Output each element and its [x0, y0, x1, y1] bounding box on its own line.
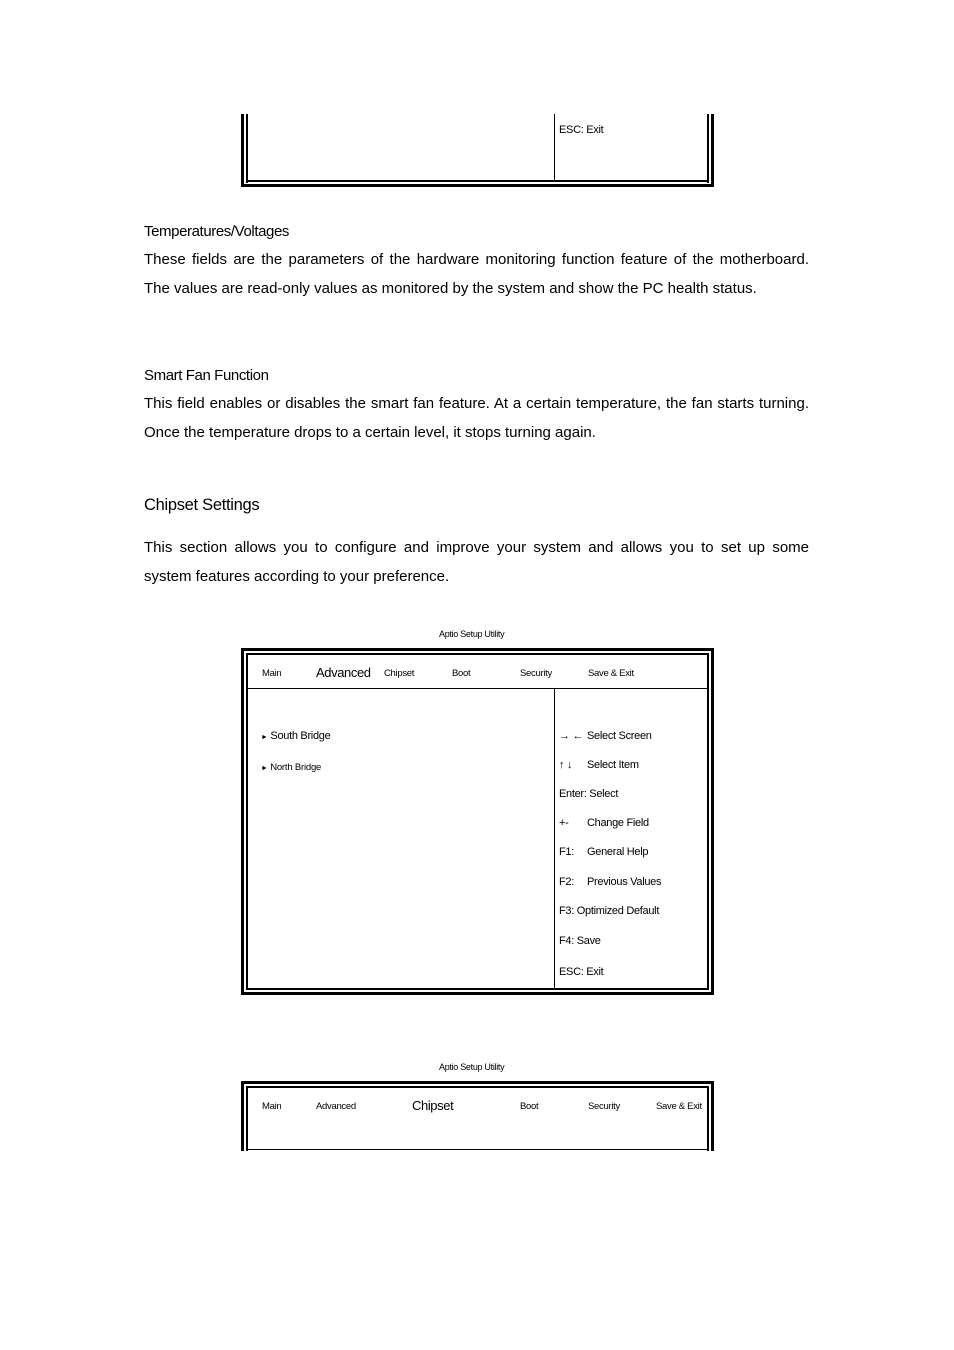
triangle-right-icon: ►: [261, 734, 268, 741]
arrow-left-right-icon: → ←: [559, 730, 584, 742]
arrow-up-down-icon: ↑ ↓: [559, 759, 573, 771]
help-general-help: F1: General Help: [559, 846, 649, 858]
menu-save-exit[interactable]: Save & Exit: [656, 1101, 702, 1112]
help-previous-values: F2: Previous Values: [559, 876, 662, 888]
menu-security[interactable]: Security: [520, 668, 552, 679]
menu-main[interactable]: Main: [262, 1101, 282, 1112]
menu-chipset[interactable]: Chipset: [412, 1098, 454, 1113]
section-text-smart-fan: This field enables or disables the smart fan feature. At a certain temperature, the fan starts turning. Once the temperature drops to a certain level, it stops turning again.: [144, 395, 809, 441]
help-optimized-default: F3: Optimized Default: [559, 905, 660, 917]
section-title-smart-fan: Smart Fan Function: [144, 367, 269, 384]
section-title-chipset: Chipset Settings: [144, 496, 260, 514]
section-text-chipset: This section allows you to configure and improve your system and allows you to set up some system features according to your preference.: [144, 539, 809, 585]
help-select-item: ↑ ↓ Select Item: [559, 759, 639, 771]
help-save: F4: Save: [559, 935, 601, 947]
menu-save-exit[interactable]: Save & Exit: [588, 668, 634, 679]
menu-advanced[interactable]: Advanced: [316, 665, 371, 680]
item-north-bridge-label: North Bridge: [270, 762, 322, 773]
help-change-field: +- Change Field: [559, 817, 649, 829]
item-south-bridge-label: South Bridge: [270, 730, 331, 742]
help-exit: ESC: Exit: [559, 966, 604, 978]
help-select-screen: → ← Select Screen: [559, 730, 652, 742]
item-north-bridge[interactable]: [261, 762, 321, 773]
menu-security[interactable]: Security: [588, 1101, 620, 1112]
help-esc-exit: ESC: Exit: [559, 124, 604, 136]
help-enter-select: Enter: Select: [559, 788, 619, 800]
screen2-caption: Aptio Setup Utility: [439, 1062, 505, 1072]
menu-advanced[interactable]: Advanced: [316, 1101, 356, 1112]
menu-main[interactable]: Main: [262, 668, 282, 679]
section-title-temperatures: Temperatures/Voltages: [144, 223, 290, 240]
section-text-temperatures: These fields are the parameters of the hardware monitoring function feature of the motherboard. The values are read-only values as monitored by the system and show the PC health status.: [144, 251, 809, 297]
menu-chipset[interactable]: Chipset: [384, 668, 415, 679]
triangle-right-icon: ►: [261, 765, 268, 772]
screen1-caption: Aptio Setup Utility: [439, 629, 505, 639]
menu-boot[interactable]: Boot: [452, 668, 471, 679]
item-south-bridge[interactable]: [261, 730, 330, 742]
menu-boot[interactable]: Boot: [520, 1101, 539, 1112]
